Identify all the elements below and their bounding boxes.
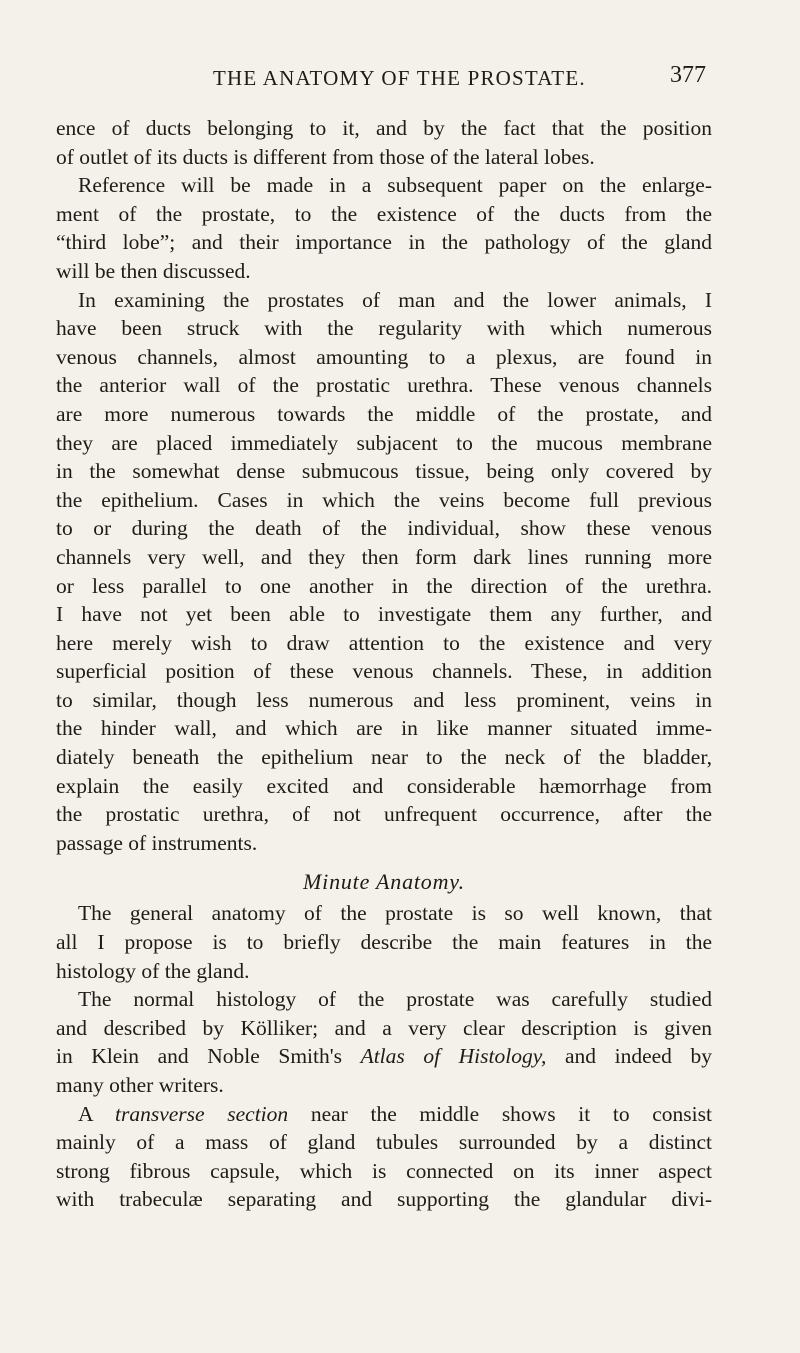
text-line: ment of the prostate, to the existence of the ducts from the — [56, 201, 712, 226]
running-header: THE ANATOMY OF THE PROSTATE. — [213, 66, 586, 90]
text-line: to or during the death of the individual, show these venous — [56, 516, 712, 541]
paragraph — [56, 899, 712, 985]
page-number: 377 — [670, 62, 706, 88]
text-line — [56, 1100, 712, 1129]
paragraph — [56, 114, 712, 171]
body-text — [56, 114, 712, 1214]
text-line: to similar, though less numerous and less prominent, veins in — [56, 687, 712, 712]
text-line: In examining the prostates of man and the lower animals, I — [78, 287, 712, 312]
text-line: explain the easily excited and considerable hæmorrhage from — [56, 773, 712, 798]
text-line: diately beneath the epithelium near to the neck of the bladder, — [56, 745, 712, 770]
text-line: “third lobe”; and their importance in the pathology of the gland — [56, 230, 712, 255]
text-line: many other writers. — [56, 1073, 224, 1097]
text-line: strong fibrous capsule, which is connected on its inner aspect — [56, 1158, 712, 1183]
paragraph — [56, 1100, 712, 1214]
text-line: superficial position of these venous channels. These, in addition — [56, 659, 712, 684]
text-run: and indeed by — [546, 1044, 712, 1069]
paragraph — [56, 171, 712, 285]
text-line: Reference will be made in a subsequent paper on the enlarge- — [78, 173, 712, 198]
text-line: the epithelium. Cases in which the veins become full previous — [56, 487, 712, 512]
text-line: passage of instruments. — [56, 830, 258, 855]
text-line: the anterior wall of the prostatic urethra. These venous channels — [56, 373, 712, 398]
text-line: will be then discussed. — [56, 258, 251, 283]
text-run: in Klein and Noble Smith's — [56, 1044, 361, 1069]
text-line: mainly of a mass of gland tubules surrounded by a distinct — [56, 1130, 712, 1155]
text-line: with trabeculæ separating and supporting the glandular divi- — [56, 1187, 712, 1212]
paragraph — [56, 286, 712, 858]
emphasis: transverse section — [115, 1101, 289, 1126]
text-line: are more numerous towards the middle of the prostate, and — [56, 401, 712, 426]
text-run: near the middle shows it to consist — [288, 1101, 712, 1126]
text-line: I have not yet been able to investigate them any further, and — [56, 602, 712, 627]
text-line: histology of the gland. — [56, 958, 250, 983]
text-line: venous channels, almost amounting to a plexus, are found in — [56, 344, 712, 369]
text-line: The normal histology of the prostate was carefully studied — [78, 987, 712, 1012]
text-line: channels very well, and they then form dark lines running more — [56, 544, 712, 569]
text-line: ence of ducts belonging to it, and by the fact that the position — [56, 116, 712, 140]
text-run: A — [78, 1101, 116, 1126]
text-line: of outlet of its ducts is different from those of the lateral lobes. — [56, 144, 595, 169]
book-title: Atlas of Histology, — [360, 1044, 547, 1069]
text-line: they are placed immediately subjacent to the mucous membrane — [56, 430, 712, 455]
text-line: or less parallel to one another in the direction of the urethra. — [56, 573, 712, 598]
text-line: in the somewhat dense submucous tissue, being only covered by — [56, 459, 712, 484]
section-heading: Minute Anatomy. — [303, 869, 465, 895]
text-line: The general anatomy of the prostate is so well known, that — [78, 901, 712, 926]
text-line: all I propose is to briefly describe the main features in the — [56, 930, 712, 955]
text-line: the prostatic urethra, of not unfrequent occurrence, after the — [56, 802, 712, 827]
text-line: and described by Kölliker; and a very clear description is given — [56, 1015, 712, 1040]
text-line: here merely wish to draw attention to the existence and very — [56, 630, 712, 655]
text-line — [56, 1042, 712, 1071]
text-line: the hinder wall, and which are in like manner situated imme- — [56, 716, 712, 741]
text-line: have been struck with the regularity with which numerous — [56, 316, 712, 341]
paragraph — [56, 985, 712, 1099]
